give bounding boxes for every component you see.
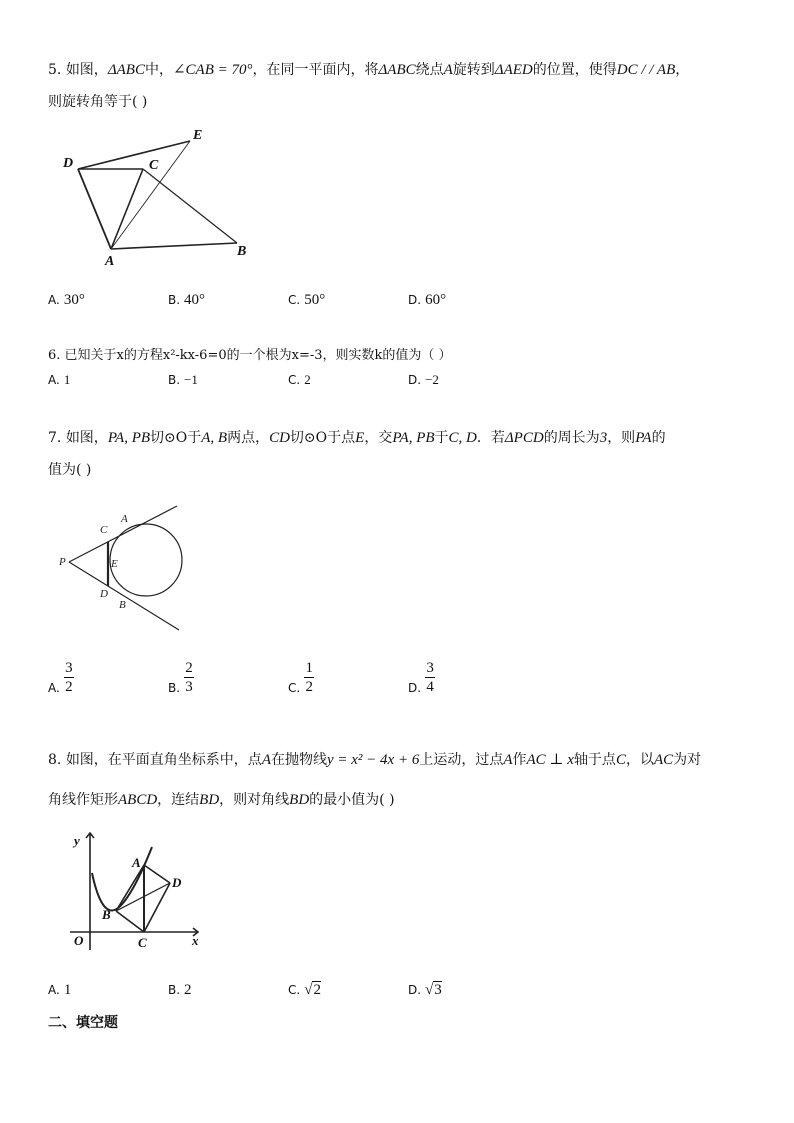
q7-diagram <box>55 498 190 638</box>
q7-option-d[interactable] <box>408 660 435 695</box>
label-a: A <box>121 513 128 525</box>
label-c: C <box>100 524 108 536</box>
q5-math: ΔABC <box>378 62 416 78</box>
q5-stem-line2: 则旋转角等于( ) <box>48 94 148 110</box>
q5-figure <box>55 125 255 270</box>
q8-math: BD <box>289 792 310 808</box>
fraction <box>304 660 314 695</box>
label-a: A <box>105 254 115 269</box>
label-e: E <box>111 558 118 570</box>
q5-text: 如图， <box>65 62 108 78</box>
q8-option-d[interactable] <box>408 982 442 999</box>
numerator: 2 <box>185 660 193 676</box>
q8-text: ，则对角线 <box>219 792 290 808</box>
q7-text: 切⊙O于 <box>150 430 202 446</box>
tangent-pb <box>69 562 179 630</box>
q8-option-a[interactable] <box>48 982 71 999</box>
option-label: D. <box>408 983 422 997</box>
fraction <box>425 660 435 695</box>
radicand: 2 <box>313 982 321 998</box>
q5-option-a[interactable] <box>48 292 85 309</box>
option-value: 60° <box>425 292 447 308</box>
q6-option-c[interactable] <box>288 372 311 388</box>
segment-bc <box>116 911 144 932</box>
q5-option-b[interactable] <box>168 292 205 309</box>
label-b: B <box>119 599 126 611</box>
denominator: 2 <box>65 679 73 695</box>
q8-math: BD <box>199 792 220 808</box>
label-c: C <box>138 935 147 950</box>
q7-text: 的 <box>651 430 666 446</box>
denominator: 3 <box>185 679 193 695</box>
option-label: C. <box>288 983 301 997</box>
option-value: 1 <box>63 982 72 998</box>
q7-option-a[interactable] <box>48 660 74 695</box>
label-b: B <box>237 244 247 259</box>
segment-cb <box>143 169 237 243</box>
q5-math: ΔAED <box>494 62 533 78</box>
option-value: 50° <box>304 292 326 308</box>
option-label: B. <box>168 983 181 997</box>
q8-math: y = x² − 4x + 6 <box>326 752 420 768</box>
fraction <box>64 660 74 695</box>
q7-math: 3 <box>599 430 608 446</box>
q5-math: A <box>443 62 453 78</box>
q7-text: 如图， <box>65 430 108 446</box>
q5-math: ΔABC <box>107 62 145 78</box>
q7-text: 两点， <box>227 430 270 446</box>
q8-option-b[interactable] <box>168 982 192 999</box>
q6-stem: 6. 已知关于x的方程x²-kx-6=0的一个根为x=-3，则实数k的值为（ ） <box>48 348 452 363</box>
q7-math: C, D <box>448 430 477 446</box>
q8-math: ABCD <box>118 792 158 808</box>
q7-text: ．若 <box>476 430 505 446</box>
option-label: B. <box>168 373 181 387</box>
q7-text: 切⊙O于点 <box>289 430 356 446</box>
q7-math: CD <box>269 430 290 446</box>
numerator: 3 <box>426 660 434 676</box>
q7-stem-line2: 值为( ) <box>48 462 92 478</box>
q7-option-c[interactable] <box>288 660 314 695</box>
option-label: A. <box>48 293 60 307</box>
option-value: −2 <box>425 372 439 387</box>
q8-math: A <box>503 752 513 768</box>
denominator: 4 <box>426 679 434 695</box>
q8-text: 如图，在平面直角坐标系中，点 <box>65 752 262 768</box>
q8-math: C <box>615 752 626 768</box>
segment-ca <box>111 169 143 249</box>
q5-text: 绕点 <box>415 62 444 78</box>
q7-math: ΔPCD <box>504 430 544 446</box>
label-d: D <box>63 156 74 171</box>
q8-math: AC <box>653 752 674 768</box>
q8-math: AC ⊥ x <box>526 752 574 768</box>
label-a: A <box>132 855 141 870</box>
q7-text: 于 <box>434 430 449 446</box>
option-label: B. <box>168 293 181 307</box>
q6-option-d[interactable] <box>408 372 439 388</box>
q7-stem-line1 <box>48 428 768 448</box>
option-value: 1 <box>63 372 71 387</box>
q5-option-d[interactable] <box>408 292 446 309</box>
q6-option-b[interactable] <box>168 372 198 388</box>
q6-option-a[interactable] <box>48 372 70 388</box>
segment-ab <box>111 243 237 249</box>
q5-math: ∠CAB = 70° <box>172 62 253 78</box>
q7-math: A, B <box>201 430 228 446</box>
q8-diagram <box>60 825 210 955</box>
q7-math: PA <box>635 430 652 446</box>
option-label: D. <box>408 373 422 387</box>
label-o: O <box>74 933 84 948</box>
q5-stem-line1 <box>48 60 768 80</box>
fraction <box>184 660 194 695</box>
option-value: −1 <box>184 372 198 387</box>
q5-text: 旋转到 <box>452 62 495 78</box>
q8-text: ，以 <box>625 752 654 768</box>
option-label: C. <box>288 681 301 695</box>
option-value: 40° <box>184 292 206 308</box>
radicand: 3 <box>434 982 442 998</box>
q7-math: PA, PB <box>107 430 151 446</box>
option-value: 2 <box>304 372 311 387</box>
label-y: y <box>74 833 80 848</box>
option-label: D. <box>408 681 422 695</box>
q7-math: PA, PB <box>392 430 435 446</box>
segment-ad <box>144 865 170 883</box>
label-b: B <box>102 907 111 922</box>
q5-text: 的位置，使得 <box>532 62 617 78</box>
sqrt-expression: √2 <box>304 982 321 998</box>
label-c: C <box>149 158 159 173</box>
q7-option-b[interactable] <box>168 660 194 695</box>
q5-math: DC / / AB <box>616 62 676 78</box>
q5-diagram <box>55 125 255 270</box>
q5-text: ， <box>675 62 690 78</box>
q8-text: 上运动，过点 <box>419 752 504 768</box>
q8-text: 的最小值为( ) <box>309 792 395 808</box>
label-e: E <box>193 128 203 143</box>
option-value: 2 <box>184 982 192 998</box>
q8-text: 轴于点 <box>573 752 616 768</box>
label-p: P <box>59 556 66 568</box>
q8-stem-line1 <box>48 750 768 770</box>
label-d: D <box>172 875 182 890</box>
q8-stem-line2 <box>48 790 395 810</box>
option-label: C. <box>288 373 301 387</box>
q7-text: ，则 <box>607 430 636 446</box>
q8-option-c[interactable] <box>288 982 321 999</box>
segment-de <box>78 141 190 169</box>
option-label: D. <box>408 293 422 307</box>
label-d: D <box>100 588 108 600</box>
q8-text: 在抛物线 <box>270 752 327 768</box>
sqrt-expression: √3 <box>425 982 442 998</box>
q7-number: 7. <box>48 430 62 446</box>
option-label: A. <box>48 983 60 997</box>
q8-text: 角线作矩形 <box>48 792 118 808</box>
q8-figure <box>60 825 210 955</box>
q8-number: 8. <box>48 752 62 768</box>
q5-text: ，在同一平面内，将 <box>252 62 379 78</box>
option-label: A. <box>48 373 60 387</box>
label-x: x <box>192 933 199 948</box>
q7-figure <box>55 498 190 638</box>
option-label: B. <box>168 681 181 695</box>
numerator: 3 <box>65 660 73 676</box>
q5-text: 中， <box>144 62 173 78</box>
q7-text: 的周长为 <box>543 430 600 446</box>
q8-text: 作 <box>512 752 527 768</box>
segment-da <box>78 169 111 249</box>
option-label: C. <box>288 293 301 307</box>
q8-math: A <box>261 752 271 768</box>
q5-number: 5. <box>48 62 62 78</box>
option-label: A. <box>48 681 60 695</box>
q7-text: ，交 <box>364 430 393 446</box>
section-title-fill-in: 二、填空题 <box>48 1015 118 1031</box>
numerator: 1 <box>305 660 313 676</box>
denominator: 2 <box>305 679 313 695</box>
q8-text: ，连结 <box>157 792 200 808</box>
option-value: 30° <box>63 292 85 308</box>
q8-text: 为对 <box>673 752 702 768</box>
q7-math: E <box>355 430 365 446</box>
q5-option-c[interactable] <box>288 292 325 309</box>
